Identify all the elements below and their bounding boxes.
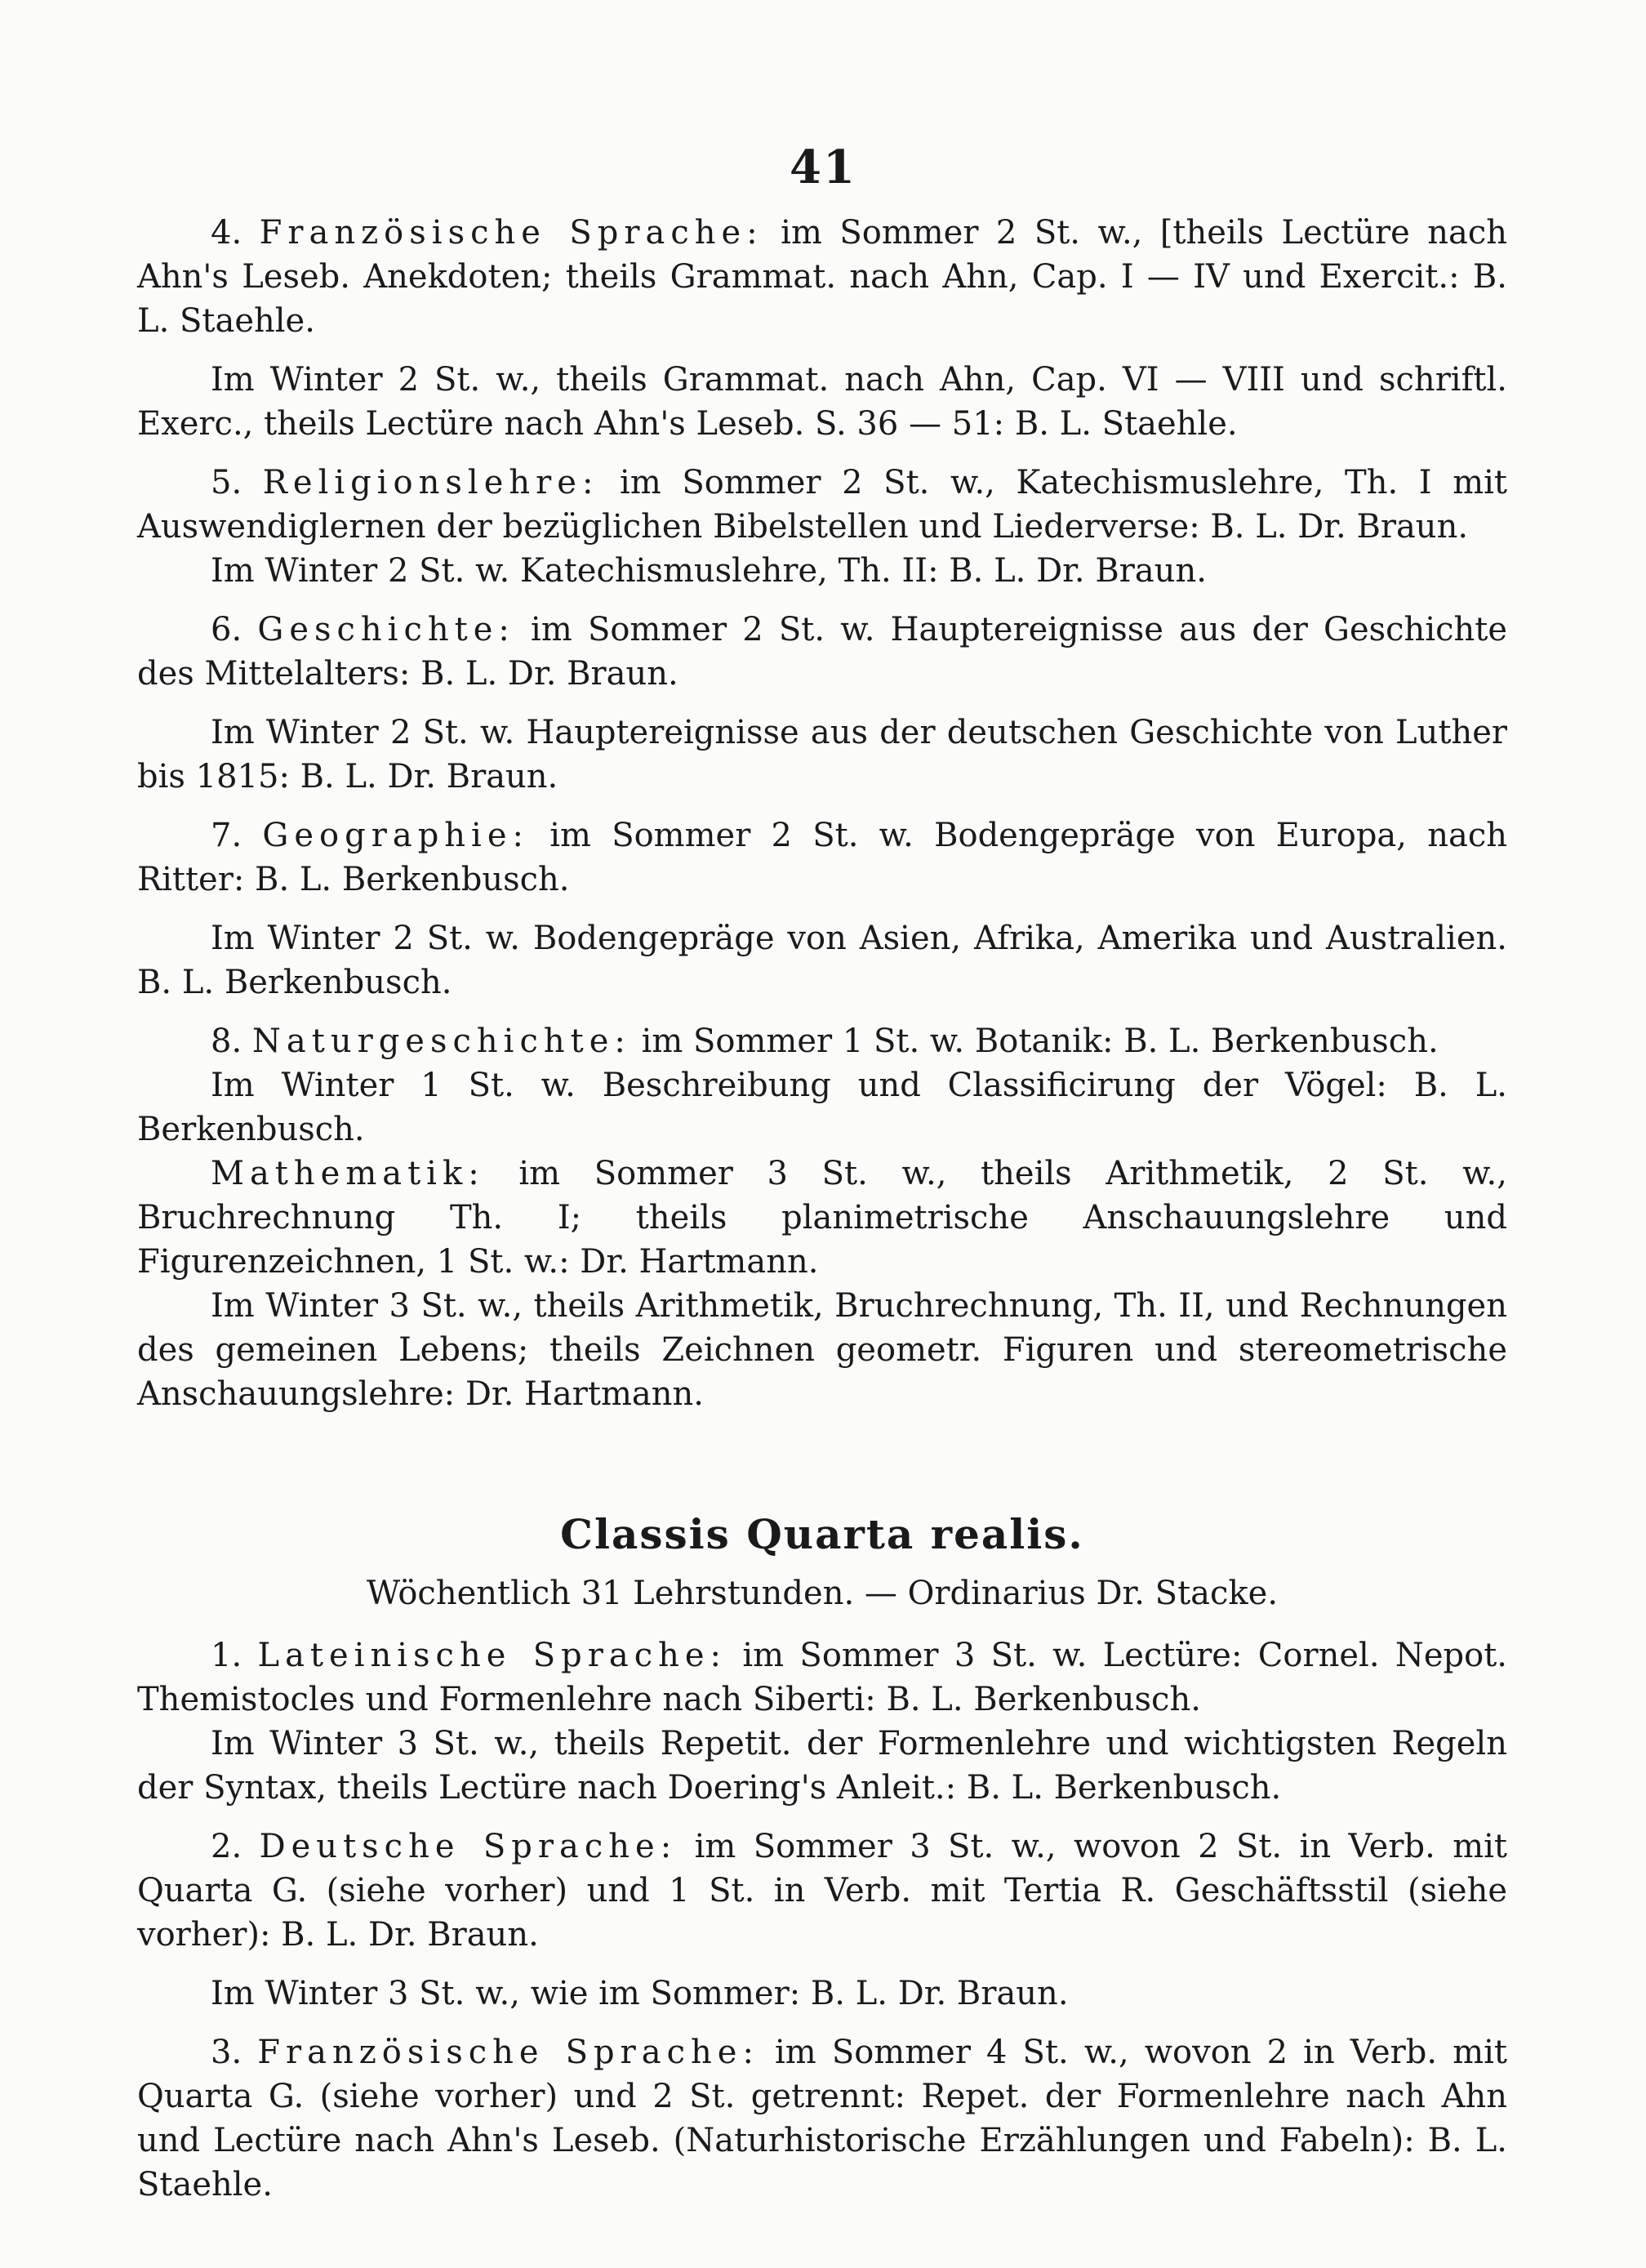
paragraph [137,211,1507,343]
paragraph-text: im Sommer 2 St. w. Bodengepräge von Europa, nach Ritter: B. L. Berkenbusch. [137,817,1507,898]
paragraph [137,1633,1507,1722]
item-number: 6. [211,611,242,648]
subject-heading: Französische Sprache: [259,214,763,252]
item-number: 8. [211,1023,242,1060]
paragraph [137,461,1507,549]
paragraph-text: im Sommer 3 St. w. Lectüre: Cornel. Nepot. Themistocles und Formenlehre nach Siberti: B. L. Berkenbusch. [137,1637,1508,1718]
paragraph-text: im Sommer 2 St. w., Katechismuslehre, Th. I mit Auswendiglernen der bezüglichen Bibelstellen und Liederverse: B. L. Dr. Braun. [137,464,1507,546]
paragraph [137,1722,1507,1810]
paragraph-text: Im Winter 2 St. w. Bodengepräge von Asien, Afrika, Amerika und Australien. B. L. Berkenbusch. [137,920,1507,1001]
paragraph-text: Im Winter 3 St. w., theils Repetit. der Formenlehre und wichtigsten Regeln der Syntax, theils Lectüre nach Doering's Anleit.: B. L. Berkenbusch. [137,1725,1507,1807]
subject-heading: Mathematik: [211,1155,485,1192]
paragraph [137,916,1507,1005]
item-number: 1. [211,1637,242,1674]
paragraph-text: im Sommer 1 St. w. Botanik: B. L. Berkenbusch. [641,1023,1439,1060]
subject-heading: Naturgeschichte: [251,1023,631,1060]
item-number: 7. [211,817,242,854]
paragraph-text: im Sommer 4 St. w., wovon 2 in Verb. mit Quarta G. (siehe vorher) und 2 St. getrennt: Repet. der Formenlehre nach Ahn und Lectüre nach Ahn's Leseb. (Naturhistorische Erzählungen und Fabeln): B. L. Staehle. [137,2034,1507,2203]
paragraph-text: im Sommer 2 St. w. Hauptereignisse aus der Geschichte des Mittelalters: B. L. Dr. Braun. [137,611,1508,693]
item-number: 3. [211,2034,242,2071]
subject-heading: Französische Sprache: [257,2034,759,2071]
paragraph [137,1063,1507,1152]
paragraph [137,358,1507,446]
paragraph-text: Im Winter 3 St. w., theils Arithmetik, Bruchrechnung, Th. II, und Rechnungen des gemeinen Lebens; theils Zeichnen geometr. Figuren und stereometrische Anschauungslehre: Dr. Hartmann. [137,1287,1507,1413]
subject-heading: Geographie: [262,817,529,854]
paragraph-text: im Sommer 2 St. w., [theils Lectüre nach Ahn's Leseb. Anekdoten; theils Grammat. nach Ahn, Cap. I — IV und Exercit.: B. L. Staehle. [137,214,1507,340]
item-number: 4. [211,214,242,252]
paragraph-text: Im Winter 2 St. w., theils Grammat. nach Ahn, Cap. VI — VIII und schriftl. Exerc., theils Lectüre nach Ahn's Leseb. S. 36 — 51: B. L. Staehle. [137,361,1507,443]
paragraph-text: im Sommer 3 St. w., theils Arithmetik, 2 St. w., Bruchrechnung Th. I; theils planimetrische Anschauungslehre und Figurenzeichnen, 1 St. w.: Dr. Hartmann. [137,1155,1507,1281]
subject-heading: Deutsche Sprache: [259,1828,678,1865]
section-title: Classis Quarta realis. [560,1510,1084,1558]
paragraph [137,608,1507,696]
paragraph [137,1152,1507,1284]
section-subtitle: Wöchentlich 31 Lehrstunden. — Ordinarius Dr. Stacke. [366,1575,1279,1612]
paragraph [137,2030,1507,2207]
paragraph-text: Im Winter 1 St. w. Beschreibung und Classificirung der Vögel: B. L. Berkenbusch. [137,1067,1507,1148]
paragraph-text: Im Winter 2 St. w. Katechismuslehre, Th. II: B. L. Dr. Braun. [211,552,1207,590]
paragraph-text: Im Winter 3 St. w., wie im Sommer: B. L. Dr. Braun. [211,1975,1069,2012]
page-body [137,211,1507,2207]
paragraph-text: Im Winter 2 St. w. Hauptereignisse aus der deutschen Geschichte von Luther bis 1815: B. L. Dr. Braun. [137,714,1507,795]
subject-heading: Geschichte: [257,611,515,648]
item-number: 5. [211,464,242,501]
paragraph [137,1284,1507,1416]
paragraph-text: im Sommer 3 St. w., wovon 2 St. in Verb. mit Quarta G. (siehe vorher) und 1 St. in Verb. mit Tertia R. Geschäftsstil (siehe vorher): B. L. Dr. Braun. [137,1828,1507,1954]
paragraph [137,549,1507,593]
subject-heading: Religionslehre: [262,464,599,501]
paragraph [137,1825,1507,1957]
subject-heading: Lateinische Sprache: [257,1637,727,1674]
paragraph [137,1019,1507,1063]
paragraph [137,1972,1507,2016]
page-number: 41 [790,140,856,194]
paragraph [137,711,1507,799]
item-number: 2. [211,1828,242,1865]
paragraph [137,813,1507,902]
